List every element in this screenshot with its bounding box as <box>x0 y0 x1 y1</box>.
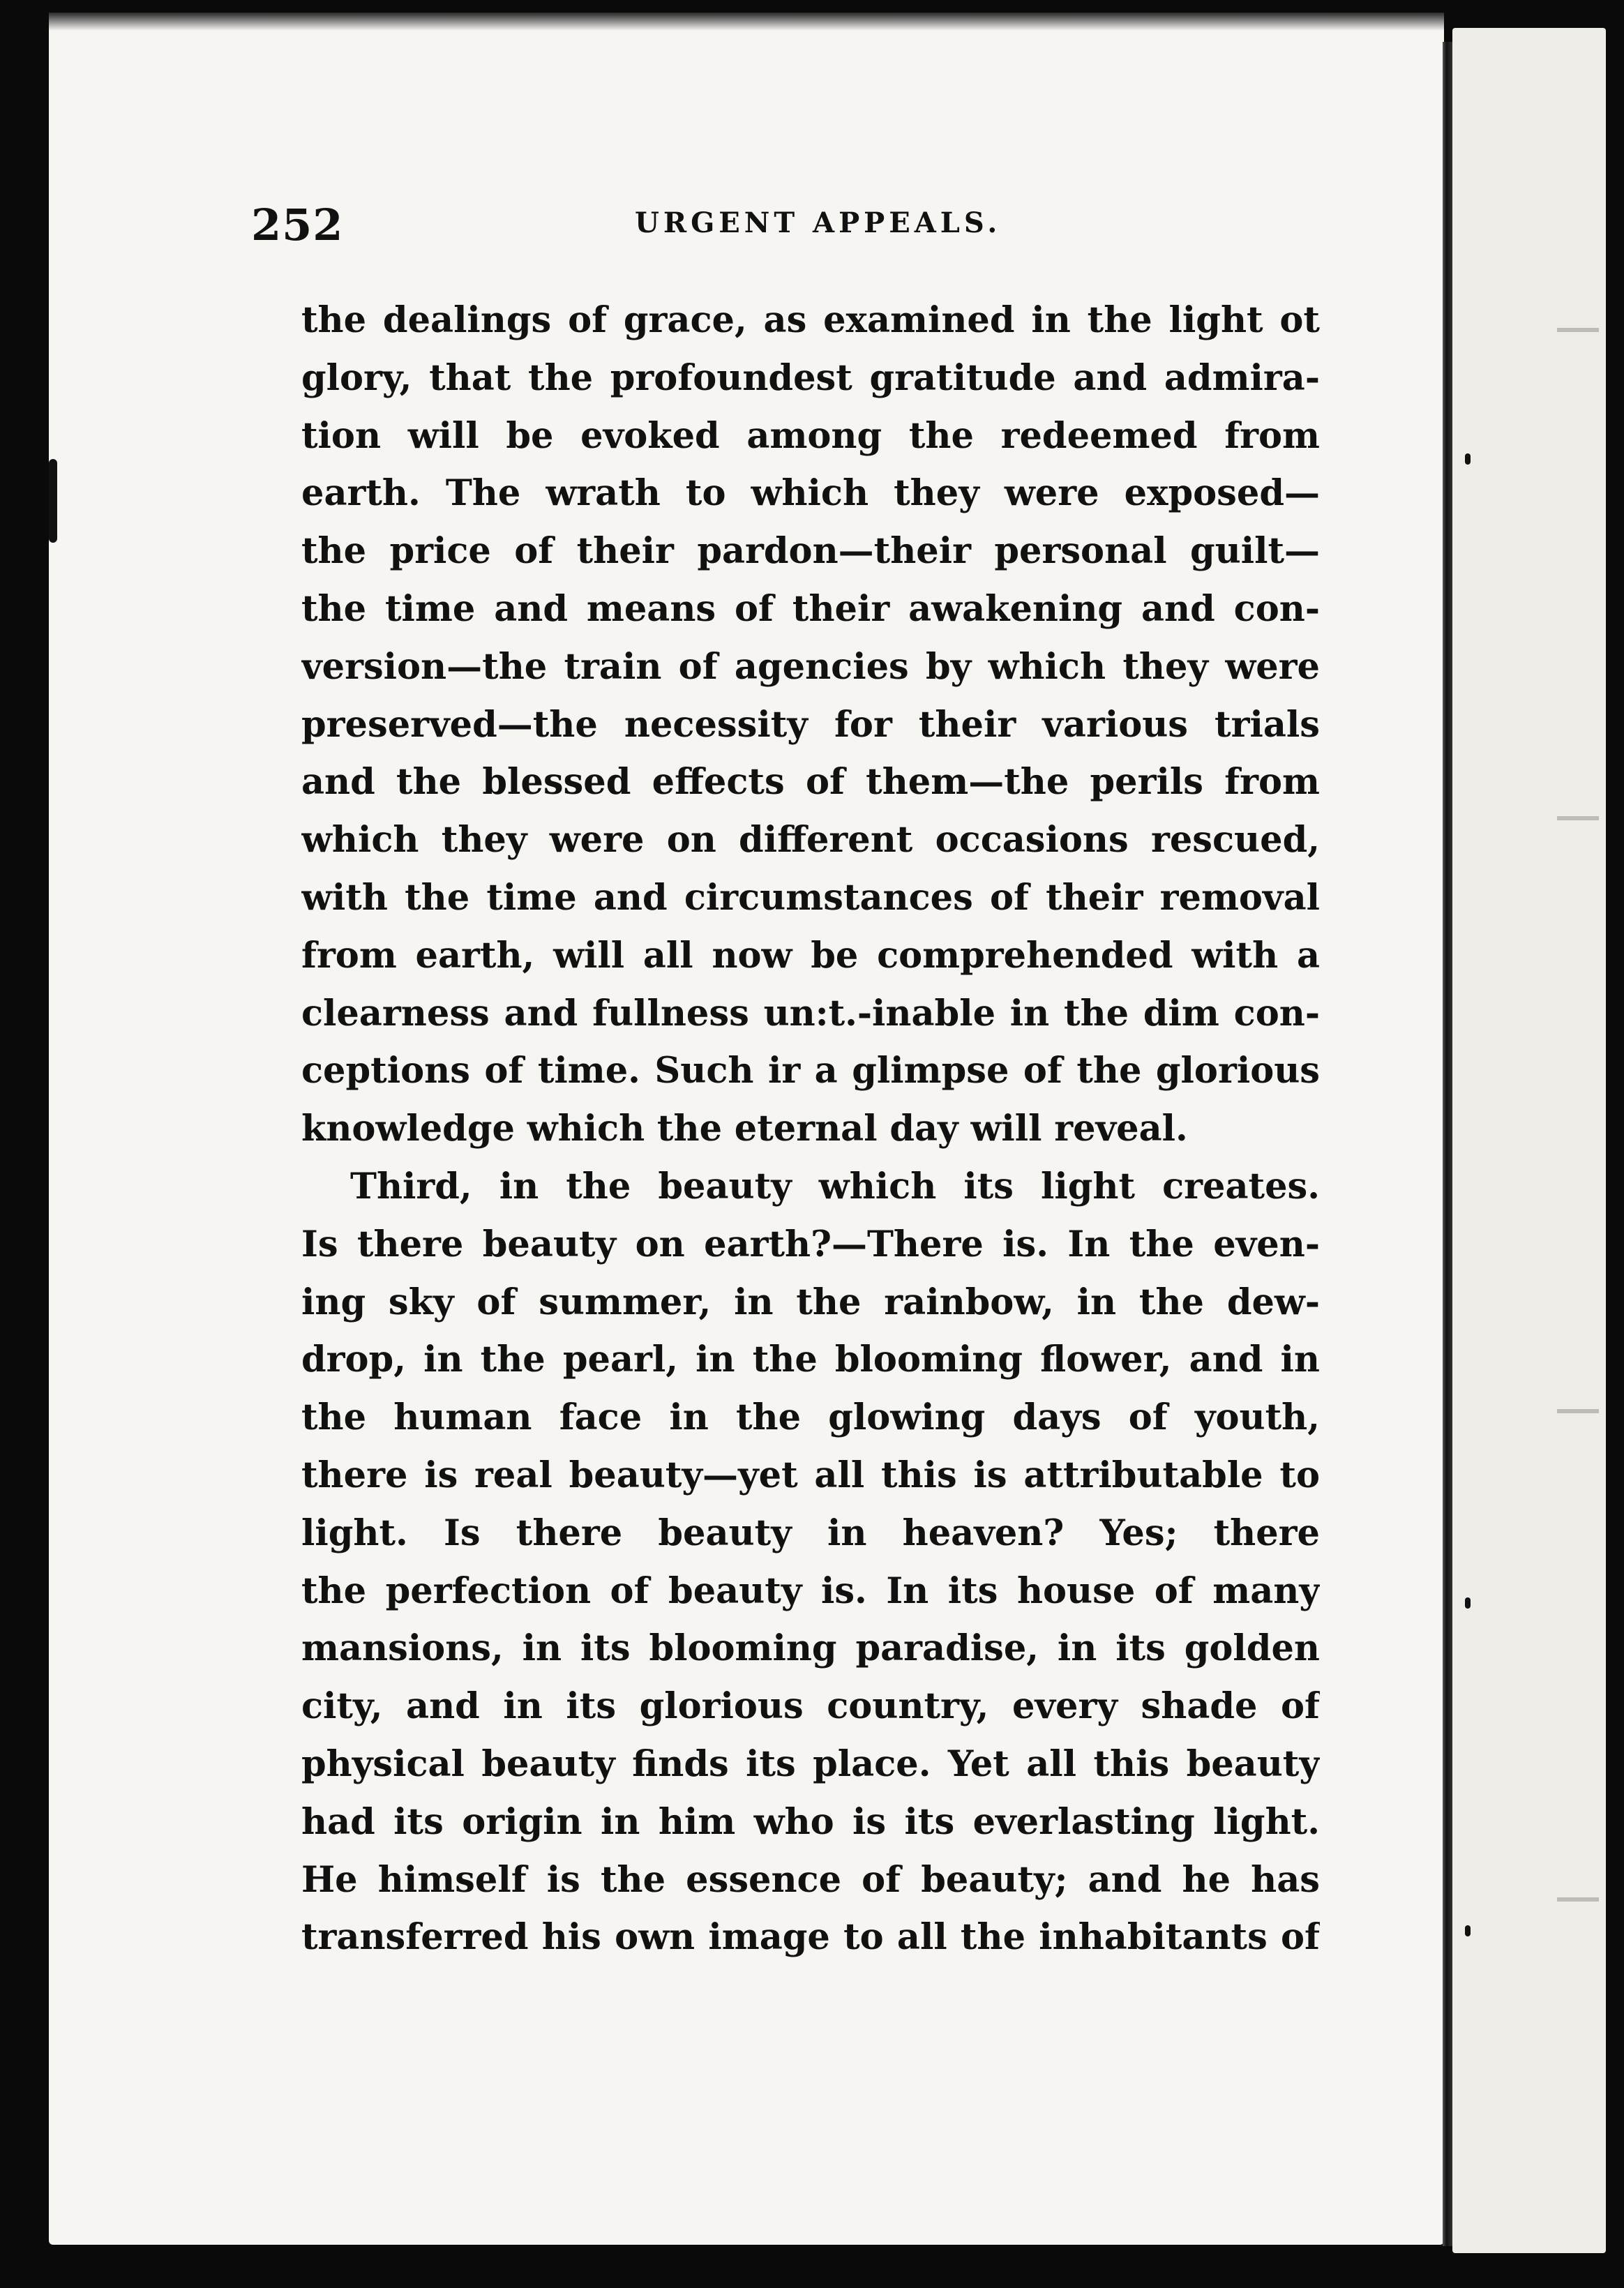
text-line: the perfection of beauty is. In its house of many <box>301 1570 1320 1612</box>
adjacent-page-mark <box>1557 1897 1599 1902</box>
text-line: Is there beauty on earth?—There is. In the even- <box>301 1223 1320 1265</box>
binding-shadow-mark <box>49 459 57 543</box>
text-line: clearness and fullness un:t.-inable in the dim con- <box>301 992 1320 1034</box>
text-line: drop, in the pearl, in the blooming flower, and in <box>301 1339 1320 1381</box>
speck-mark <box>1465 1597 1471 1609</box>
text-line: had its origin in him who is its everlasting light. <box>301 1800 1320 1843</box>
adjacent-page-mark <box>1557 816 1599 820</box>
text-line: city, and in its glorious country, every shade of <box>301 1685 1320 1728</box>
text-line: there is real beauty—yet all this is attributable to <box>301 1454 1320 1496</box>
text-line: transferred his own image to all the inhabitants of <box>301 1916 1320 1959</box>
text-line: ceptions of time. Such ir a glimpse of the glorious <box>301 1050 1320 1092</box>
text-line: the price of their pardon—their personal guilt— <box>301 530 1320 573</box>
text-line: from earth, will all now be comprehended with a <box>301 934 1320 977</box>
text-line: with the time and circumstances of their removal <box>301 876 1320 919</box>
text-line: and the blessed effects of them—the perils from <box>301 761 1320 804</box>
page-number: 252 <box>251 200 344 250</box>
text-line: ing sky of summer, in the rainbow, in the dew- <box>301 1281 1320 1323</box>
speck-mark <box>1465 453 1471 465</box>
paragraph-first-line: Third, in the beauty which its light creates. <box>350 1165 1320 1207</box>
page-gutter <box>1443 42 1452 2246</box>
adjacent-page-mark <box>1557 328 1599 332</box>
text-line: light. Is there beauty in heaven? Yes; there <box>301 1512 1320 1554</box>
text-line: which they were on different occasions rescued, <box>301 819 1320 861</box>
text-line: He himself is the essence of beauty; and he has <box>301 1858 1320 1901</box>
text-line: preserved—the necessity for their various trials <box>301 703 1320 746</box>
text-line: knowledge which the eternal day will reveal. <box>301 1108 1188 1150</box>
text-line: mansions, in its blooming paradise, in its golden <box>301 1627 1320 1670</box>
text-line: earth. The wrath to which they were exposed— <box>301 472 1320 515</box>
adjacent-page-mark <box>1557 1409 1599 1413</box>
body-text <box>301 292 1320 1966</box>
text-line: glory, that the profoundest gratitude and admira- <box>301 356 1320 399</box>
page-header <box>251 200 1325 255</box>
text-line: the time and means of their awakening and con- <box>301 587 1320 630</box>
speck-mark <box>1465 1925 1471 1936</box>
adjacent-page-edge <box>1452 28 1606 2253</box>
text-line: physical beauty finds its place. Yet all this beauty <box>301 1743 1320 1785</box>
text-line: tion will be evoked among the redeemed from <box>301 414 1320 457</box>
running-title: URGENT APPEALS. <box>635 206 1002 239</box>
text-line: the dealings of grace, as examined in the light ot <box>301 299 1320 341</box>
page-top-shadow <box>49 13 1444 31</box>
text-line: the human face in the glowing days of youth, <box>301 1397 1320 1439</box>
text-line: version—the train of agencies by which they were <box>301 645 1320 688</box>
